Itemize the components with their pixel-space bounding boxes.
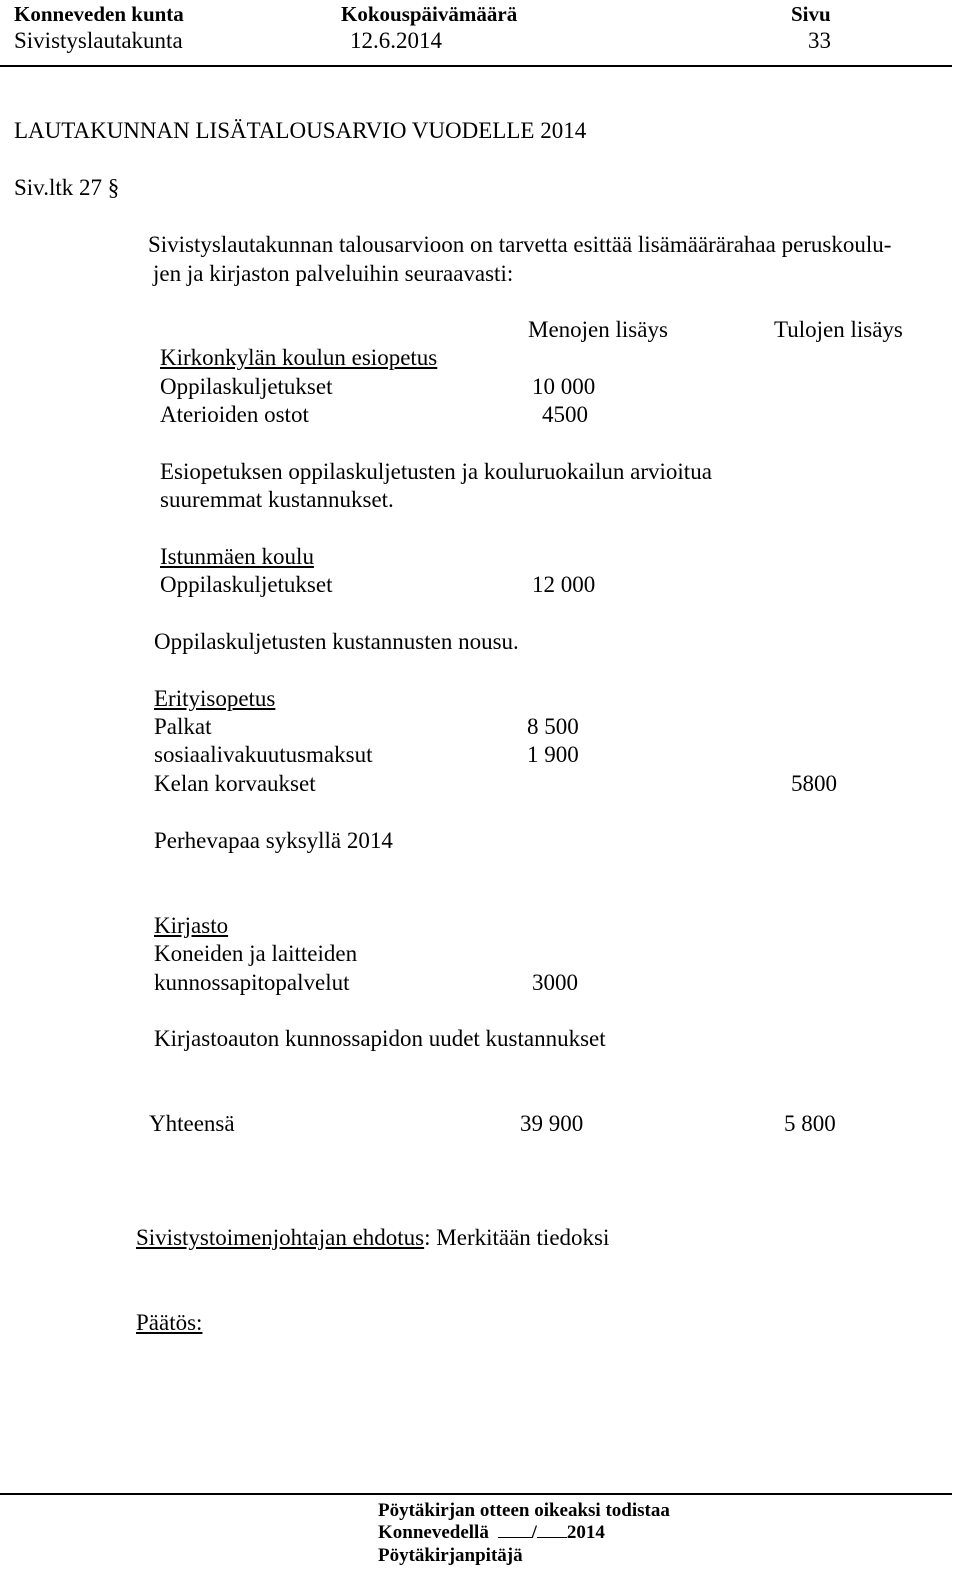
total-income: 5 800: [784, 1111, 836, 1136]
section-note: Esiopetuksen oppilaskuljetusten ja kouluruokailun arvioitua: [160, 459, 712, 484]
row-label: Koneiden ja laitteiden: [154, 941, 358, 966]
section-reference: Siv.ltk 27 §: [14, 175, 120, 200]
section-note: Kirjastoauton kunnossapidon uudet kustannukset: [154, 1026, 606, 1051]
footer-place: Konnevedellä: [378, 1522, 489, 1543]
row-label: Kelan korvaukset: [154, 771, 316, 796]
header-rule: [0, 65, 952, 67]
section-heading-kirjasto: Kirjasto: [154, 913, 229, 938]
page-number: 33: [808, 28, 831, 53]
footer-certify: Pöytäkirjan otteen oikeaksi todistaa: [378, 1500, 670, 1521]
proposal-label: Sivistystoimenjohtajan ehdotus: [136, 1225, 425, 1250]
total-label: Yhteensä: [149, 1111, 235, 1136]
month-blank: [537, 1522, 567, 1538]
footer-rule: [0, 1493, 952, 1495]
row-label: kunnossapitopalvelut: [154, 970, 350, 995]
section-note: Oppilaskuljetusten kustannusten nousu.: [154, 629, 519, 654]
row-label: sosiaalivakuutusmaksut: [154, 742, 373, 767]
section-heading-kirkonkyla: Kirkonkylän koulun esiopetus: [160, 345, 438, 370]
meeting-date: 12.6.2014: [350, 28, 442, 53]
row-label: Oppilaskuljetukset: [160, 572, 333, 597]
income-column-heading: Tulojen lisäys: [774, 317, 903, 342]
row-label: Oppilaskuljetukset: [160, 374, 333, 399]
row-label: Palkat: [154, 714, 212, 739]
footer-place-date: [378, 1522, 605, 1544]
row-expense: 4500: [542, 402, 588, 427]
section-heading-istunmaki: Istunmäen koulu: [160, 544, 314, 569]
intro-line-2: jen ja kirjaston palveluihin seuraavasti:: [153, 261, 514, 286]
section-heading-erityisopetus: Erityisopetus: [154, 686, 276, 711]
day-blank: [498, 1522, 532, 1538]
footer-year: 2014: [566, 1522, 605, 1543]
row-income: 5800: [791, 771, 837, 796]
row-expense: 1 900: [527, 742, 579, 767]
intro-line-1: Sivistyslautakunnan talousarvioon on tarvetta esittää lisämäärärahaa peruskoulu-: [148, 232, 892, 257]
total-expense: 39 900: [520, 1111, 584, 1136]
row-expense: 8 500: [527, 714, 579, 739]
expenses-column-heading: Menojen lisäys: [528, 317, 668, 342]
section-note: suuremmat kustannukset.: [160, 487, 394, 512]
document-title: LAUTAKUNNAN LISÄTALOUSARVIO VUODELLE 2014: [14, 118, 587, 143]
row-expense: 3000: [532, 970, 578, 995]
row-expense: 10 000: [532, 374, 596, 399]
date-label: Kokouspäivämäärä: [341, 2, 518, 26]
footer-secretary: Pöytäkirjanpitäjä: [378, 1545, 523, 1566]
date-separator: /: [531, 1522, 537, 1543]
decision-label: Päätös:: [136, 1310, 203, 1335]
board-name: Sivistyslautakunta: [14, 28, 183, 53]
proposal-text: : Merkitään tiedoksi: [424, 1225, 610, 1250]
page-label: Sivu: [791, 2, 831, 26]
row-expense: 12 000: [532, 572, 596, 597]
proposal: [136, 1225, 609, 1251]
org-name: Konneveden kunta: [14, 2, 184, 26]
row-label: Aterioiden ostot: [160, 402, 309, 427]
section-note: Perhevapaa syksyllä 2014: [154, 828, 393, 853]
